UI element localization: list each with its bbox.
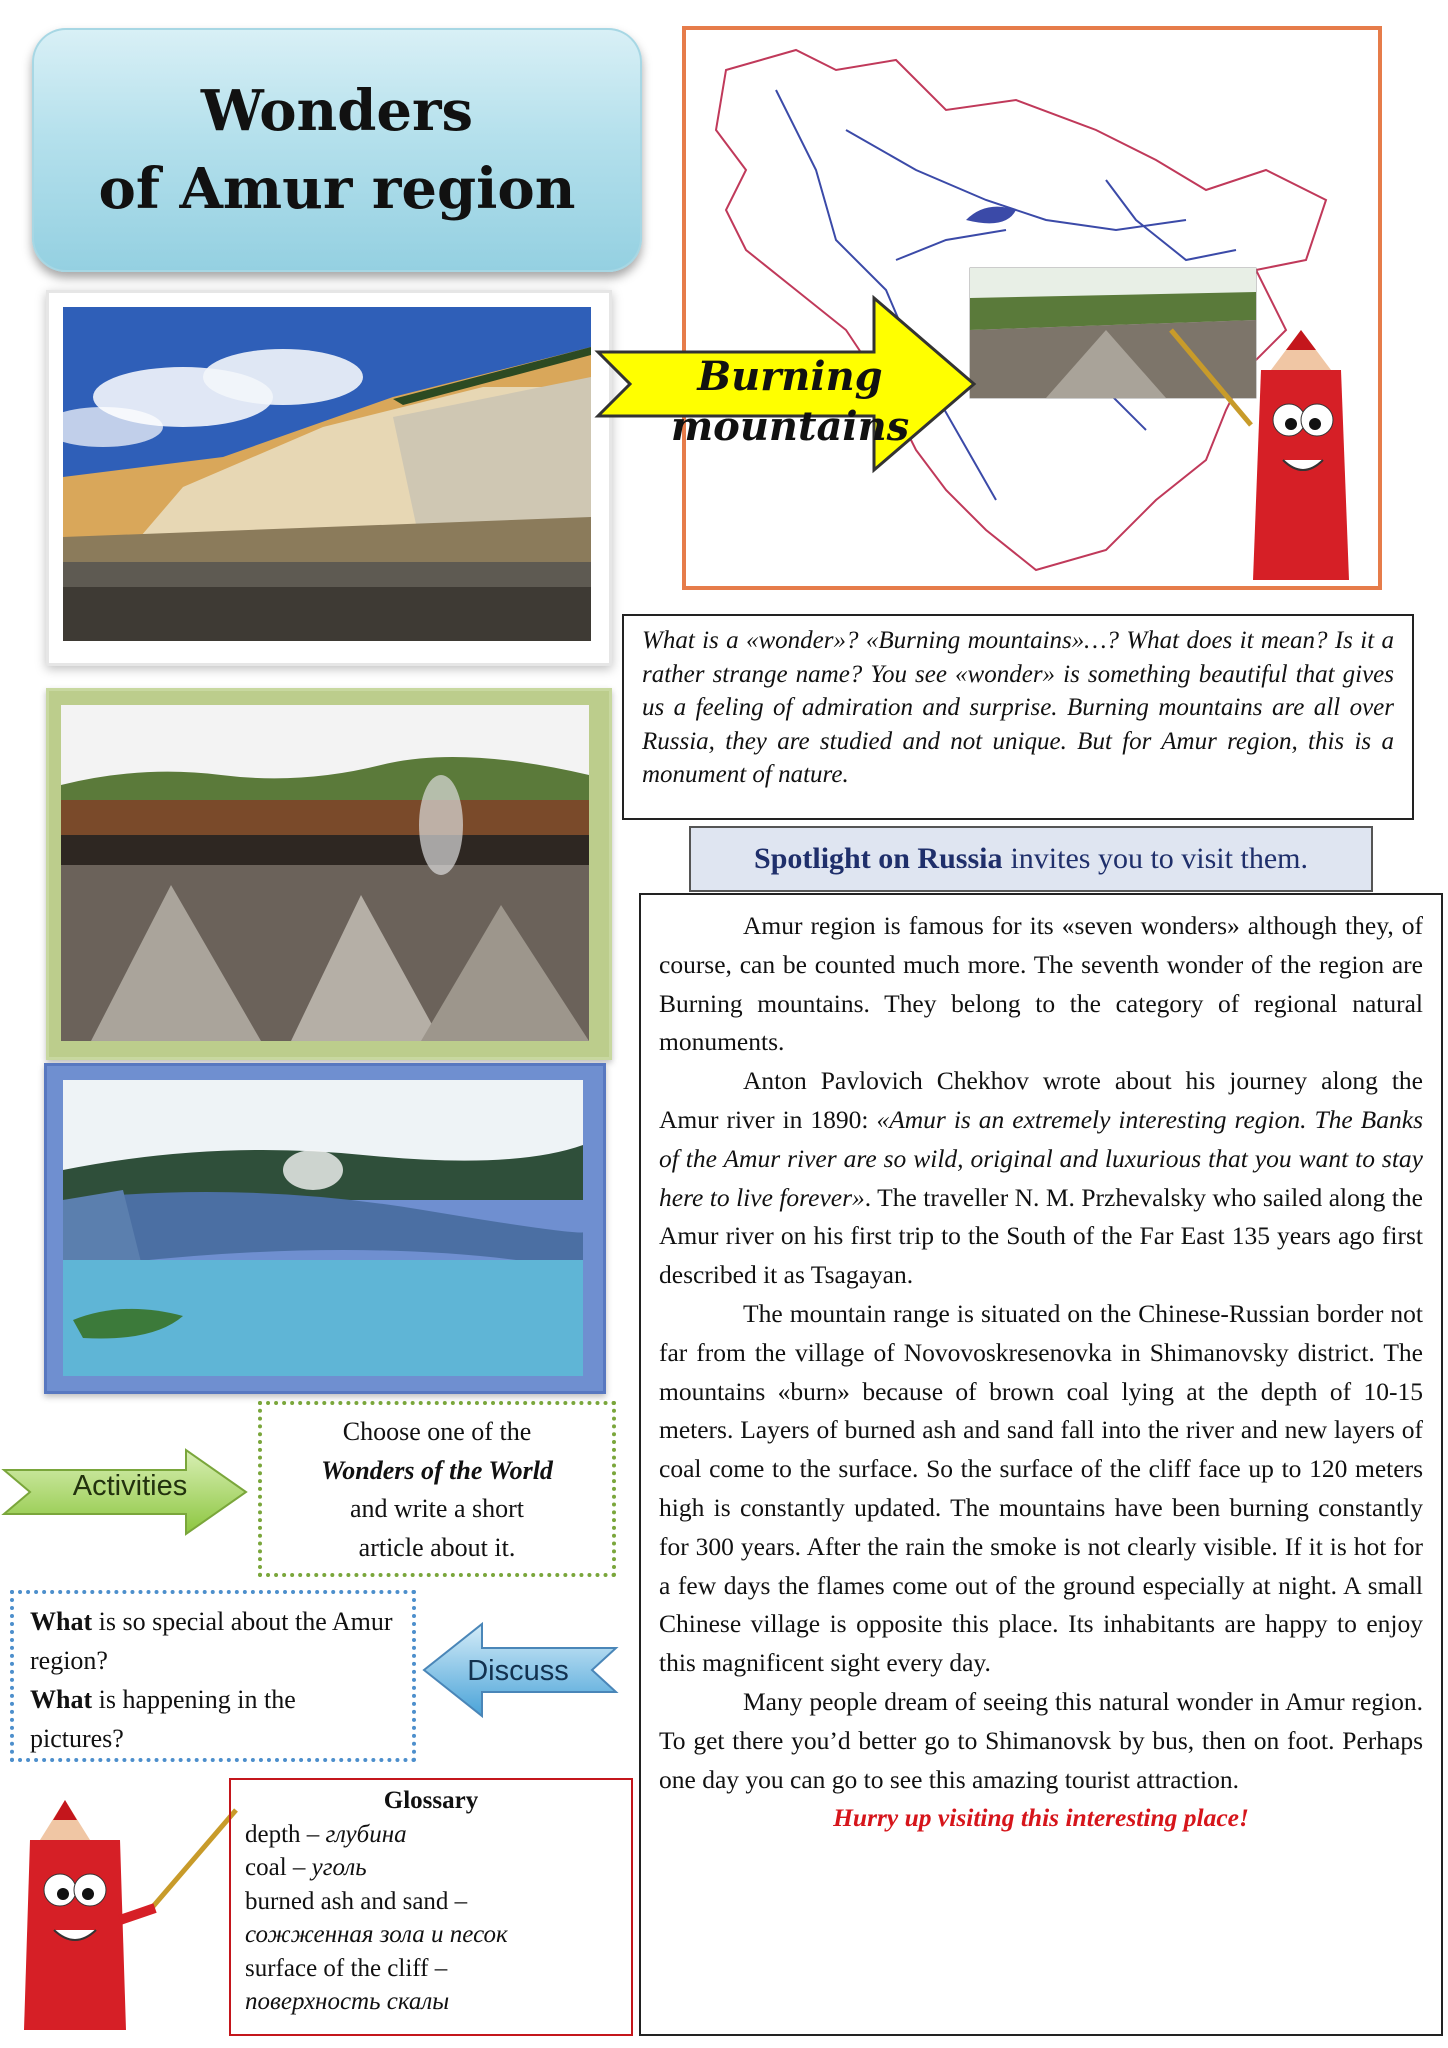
article-paragraph-3: The mountain range is situated on the Chinese-Russian border not far from the village of Novovoskresenovka in Shimanovsky district. The mountains «burn» because of brown coal lying at the depth of 10-15 meters. Layers of burned ash and sand fall into the river and new layers of coal come to the surface. So the surface of the cliff face up to 120 meters high is constantly updated. The mountains have been burning constantly for 300 years. After the rain the smoke is not clearly visible. If it is hot for a few days the flames come out of the ground especially at night. A small Chinese village is opposite this place. Its inhabitants are happy to enjoy this magnificent sight every day. (659, 1298, 1423, 1678)
title-banner (32, 28, 642, 272)
activities-line-1: Choose one of the (342, 1417, 532, 1446)
title-line-2: of Amur region (98, 156, 576, 222)
glossary-term: burned ash and sand – (245, 1887, 468, 1915)
spotlight-banner (689, 826, 1373, 892)
glossary-term: coal – (245, 1854, 312, 1881)
article-p2-end: . The traveller N. M. Przhevalsky who sailed along the Amur river on his first trip to the South of the Far East 135 years ago first described it as Tsagayan. (659, 1182, 1423, 1290)
glossary-item (245, 1952, 617, 2019)
activities-line-3: and write a short (349, 1494, 524, 1523)
article-paragraph-2 (659, 1062, 1423, 1295)
cliff-by-river-photo (46, 290, 612, 666)
article-paragraph-4: Many people dream of seeing this natural wonder in Amur region. To get there you’d better go to Shimanovsk by bus, then on foot. Perhaps one day you can go to see this amazing tourist attraction. (659, 1686, 1423, 1794)
activities-line-2: Wonders of the World (321, 1455, 553, 1485)
discuss-q1-bold: What (30, 1607, 93, 1636)
glossary-translation: поверхность скалы (245, 1988, 450, 2015)
discuss-q1-rest: is so special about the Amur region? (30, 1607, 393, 1675)
glossary-translation: сожженная зола и песок (245, 1921, 508, 1948)
discuss-question-1 (30, 1602, 396, 1680)
hurry-line: Hurry up visiting this interesting place! (833, 1803, 1249, 1833)
glossary-translation: глубина (325, 1820, 407, 1848)
article-paragraph-1: Amur region is famous for its «seven wonders» although they, of course, can be counted much more. The seventh wonder of the region are Burning mountains. They belong to the category of regional natural monuments. (659, 911, 1423, 1057)
title-line-1: Wonders (200, 78, 474, 144)
glossary-translation: уголь (311, 1854, 367, 1881)
glossary-title: Glossary (383, 1787, 479, 1814)
activities-label: Activities (72, 1470, 188, 1502)
discuss-box (10, 1590, 416, 1762)
glossary-item (245, 1818, 617, 1852)
article (639, 893, 1443, 2036)
discuss-q2-rest: is happening in the pictures? (30, 1685, 296, 1753)
glossary-box (229, 1778, 633, 2036)
intro-text: What is a «wonder»? «Burning mountains»…? What does it mean? Is it a rather strange name? You see «wonder» is something beautiful that gives us a feeling of admiration and surprise. Burning mountains are all over Russia, they are studied and not unique. But for Amur region, this is a monument of nature. (622, 614, 1414, 820)
river-bend-cliffs-photo (44, 1063, 606, 1394)
smoking-cliff-photo (46, 688, 612, 1060)
article-p2-start: Anton Pavlovich Chekhov wrote about his journey along the Amur river in 1890: (659, 1066, 1423, 1134)
chekhov-quote: «Amur is an extremely interesting region. The Banks of the Amur river are so wild, original and luxurious that you want to stay here to live forever» (659, 1104, 1423, 1212)
activities-box (258, 1401, 616, 1577)
spotlight-rest: invites you to visit them. (1010, 842, 1308, 875)
glossary-term: surface of the cliff – (245, 1954, 448, 1982)
pencil-mascot (10, 1790, 250, 2040)
burning-mountains-label (640, 352, 940, 452)
glossary-term: depth – (245, 1820, 326, 1848)
burning-mountains-line-1: Burning (697, 353, 883, 400)
glossary-item (245, 1851, 617, 1885)
burning-mountains-line-2: mountains (670, 403, 910, 450)
spotlight-bold: Spotlight on Russia (754, 842, 1003, 875)
activities-line-4: article about it. (358, 1532, 516, 1562)
discuss-question-2 (30, 1680, 396, 1758)
glossary-item (245, 1885, 617, 1952)
discuss-q2-bold: What (30, 1685, 93, 1714)
discuss-label: Discuss (467, 1655, 569, 1687)
